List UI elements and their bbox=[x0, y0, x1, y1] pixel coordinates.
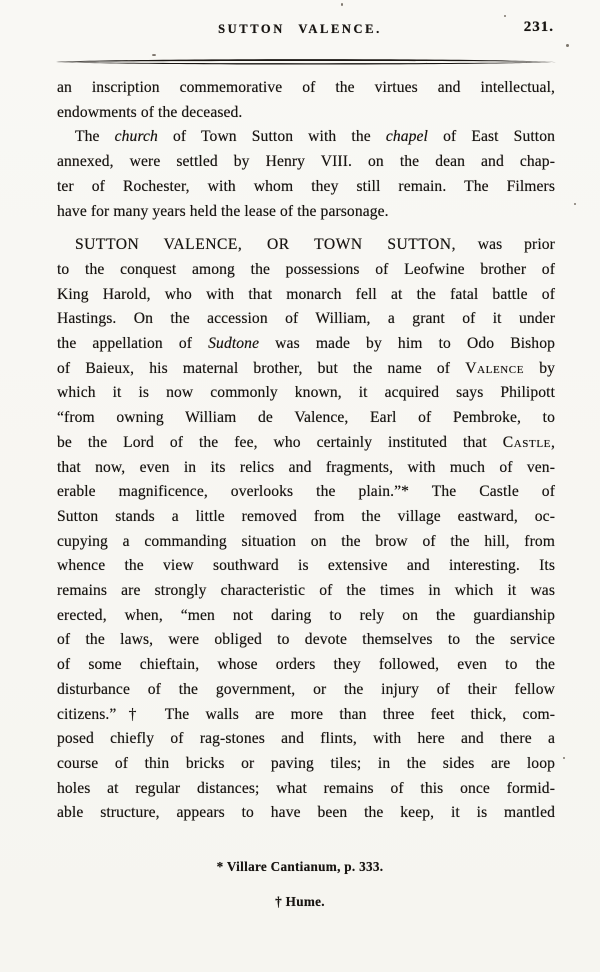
paragraph bbox=[57, 233, 555, 826]
text-line bbox=[57, 604, 555, 629]
text-segment: of some chieftain, whose orders they followed, even to the bbox=[57, 656, 555, 674]
text-line bbox=[57, 530, 555, 555]
smallcaps-text: Valence bbox=[465, 359, 525, 377]
caps-text: SUTTON VALENCE, OR TOWN SUTTON, bbox=[75, 236, 456, 254]
footnote-hume: † Hume. bbox=[275, 894, 325, 909]
text-line bbox=[57, 381, 555, 406]
text-segment: course of thin bricks or paving tiles; in the sides are loop bbox=[57, 754, 555, 772]
running-header-title: SUTTON VALENCE. bbox=[218, 22, 382, 36]
text-segment: cupying a commanding situation on the brow of the hill, from bbox=[57, 532, 555, 550]
text-line bbox=[57, 703, 555, 728]
text-line bbox=[57, 332, 555, 357]
text-segment: an inscription commemorative of the virtues and intellectual, bbox=[57, 79, 555, 96]
text-segment: holes at regular distances; what remains of this once formid- bbox=[57, 779, 555, 797]
text-line bbox=[57, 125, 555, 150]
text-segment: The bbox=[75, 128, 115, 146]
text-segment: was prior bbox=[455, 236, 555, 254]
text-line bbox=[57, 175, 555, 200]
paragraph bbox=[57, 125, 555, 224]
text-segment: to the conquest among the possessions of Leofwine brother of bbox=[57, 260, 555, 278]
text-line bbox=[57, 431, 555, 456]
text-line bbox=[57, 357, 555, 382]
text-segment: of the laws, were obliged to devote themselves to the service bbox=[57, 631, 555, 649]
scan-speck bbox=[566, 44, 569, 47]
text-line bbox=[57, 76, 555, 101]
text-segment: , bbox=[551, 433, 555, 451]
text-line bbox=[57, 505, 555, 530]
text-line bbox=[57, 801, 555, 826]
text-segment: disturbance of the government, or the injury of their fellow bbox=[57, 680, 555, 698]
text-line bbox=[57, 628, 555, 653]
text-segment: of East Sutton bbox=[428, 128, 555, 146]
text-segment: erable magnificence, overlooks the plain.”* The Castle of bbox=[57, 483, 555, 501]
text-segment: erected, when, “men not daring to rely on the guardianship bbox=[57, 606, 555, 624]
body-text bbox=[57, 76, 555, 826]
smallcaps-text: Castle bbox=[502, 433, 551, 451]
text-line bbox=[57, 101, 555, 126]
text-line bbox=[57, 678, 555, 703]
text-segment: which it is now commonly known, it acquired says Philipott bbox=[57, 384, 555, 402]
text-segment: remains are strongly characteristic of the times in which it was bbox=[57, 582, 555, 600]
swelled-rule-divider bbox=[56, 55, 556, 69]
text-segment: King Harold, who with that monarch fell at the fatal battle of bbox=[57, 285, 555, 303]
text-line bbox=[57, 406, 555, 431]
italic-text: Sudtone bbox=[208, 335, 260, 353]
text-segment: the appellation of bbox=[57, 335, 209, 353]
text-line bbox=[57, 554, 555, 579]
italic-text: chapel bbox=[385, 128, 428, 146]
text-segment: was made by him to Odo Bishop bbox=[259, 335, 555, 353]
scan-speck bbox=[152, 54, 156, 56]
text-segment: of Baieux, his maternal brother, but the name of bbox=[57, 359, 466, 377]
text-segment: be the Lord of the fee, who certainly instituted that bbox=[57, 433, 503, 451]
footnotes bbox=[0, 858, 600, 911]
text-segment: posed chiefly of rag-stones and flints, with here and there a bbox=[57, 730, 555, 748]
text-line bbox=[57, 283, 555, 308]
text-segment: Sutton stands a little removed from the village eastward, oc- bbox=[57, 507, 555, 525]
text-segment: citizens.”† The walls are more than three feet thick, com- bbox=[57, 705, 555, 723]
text-line bbox=[57, 200, 555, 225]
scan-speck bbox=[341, 3, 343, 6]
text-segment: whence the view southward is extensive and interesting. Its bbox=[57, 557, 555, 575]
text-line bbox=[57, 752, 555, 777]
text-segment: Hastings. On the accession of William, a grant of it under bbox=[57, 310, 555, 328]
text-line bbox=[57, 150, 555, 175]
text-segment: able structure, appears to have been the keep, it is mantled bbox=[57, 804, 555, 822]
text-line bbox=[57, 579, 555, 604]
text-line bbox=[57, 258, 555, 283]
text-segment: have for many years held the lease of the parsonage. bbox=[57, 202, 389, 220]
page-header bbox=[57, 19, 556, 44]
text-line bbox=[57, 233, 555, 258]
text-segment: endowments of the deceased. bbox=[57, 103, 243, 121]
scan-speck bbox=[504, 15, 506, 17]
scan-speck bbox=[563, 757, 565, 759]
text-line bbox=[57, 777, 555, 802]
paragraph bbox=[57, 76, 555, 125]
text-segment: “from owning William de Valence, Earl of Pembroke, to bbox=[57, 409, 555, 427]
text-segment: ter of Rochester, with whom they still remain. The Filmers bbox=[57, 177, 555, 195]
text-line bbox=[57, 307, 555, 332]
text-line bbox=[57, 456, 555, 481]
text-segment: of Town Sutton with the bbox=[157, 128, 386, 146]
text-segment: by bbox=[524, 359, 556, 377]
text-segment: that now, even in its relics and fragments, with much of ven- bbox=[57, 458, 555, 476]
italic-text: church bbox=[114, 128, 158, 146]
page-number: 231. bbox=[523, 19, 554, 35]
text-line bbox=[57, 653, 555, 678]
text-segment: annexed, were settled by Henry VIII. on the dean and chap- bbox=[57, 153, 555, 171]
footnote-villare-cantianum: * Villare Cantianum, p. 333. bbox=[216, 859, 384, 874]
text-line bbox=[57, 727, 555, 752]
scan-speck bbox=[574, 203, 576, 205]
text-line bbox=[57, 480, 555, 505]
